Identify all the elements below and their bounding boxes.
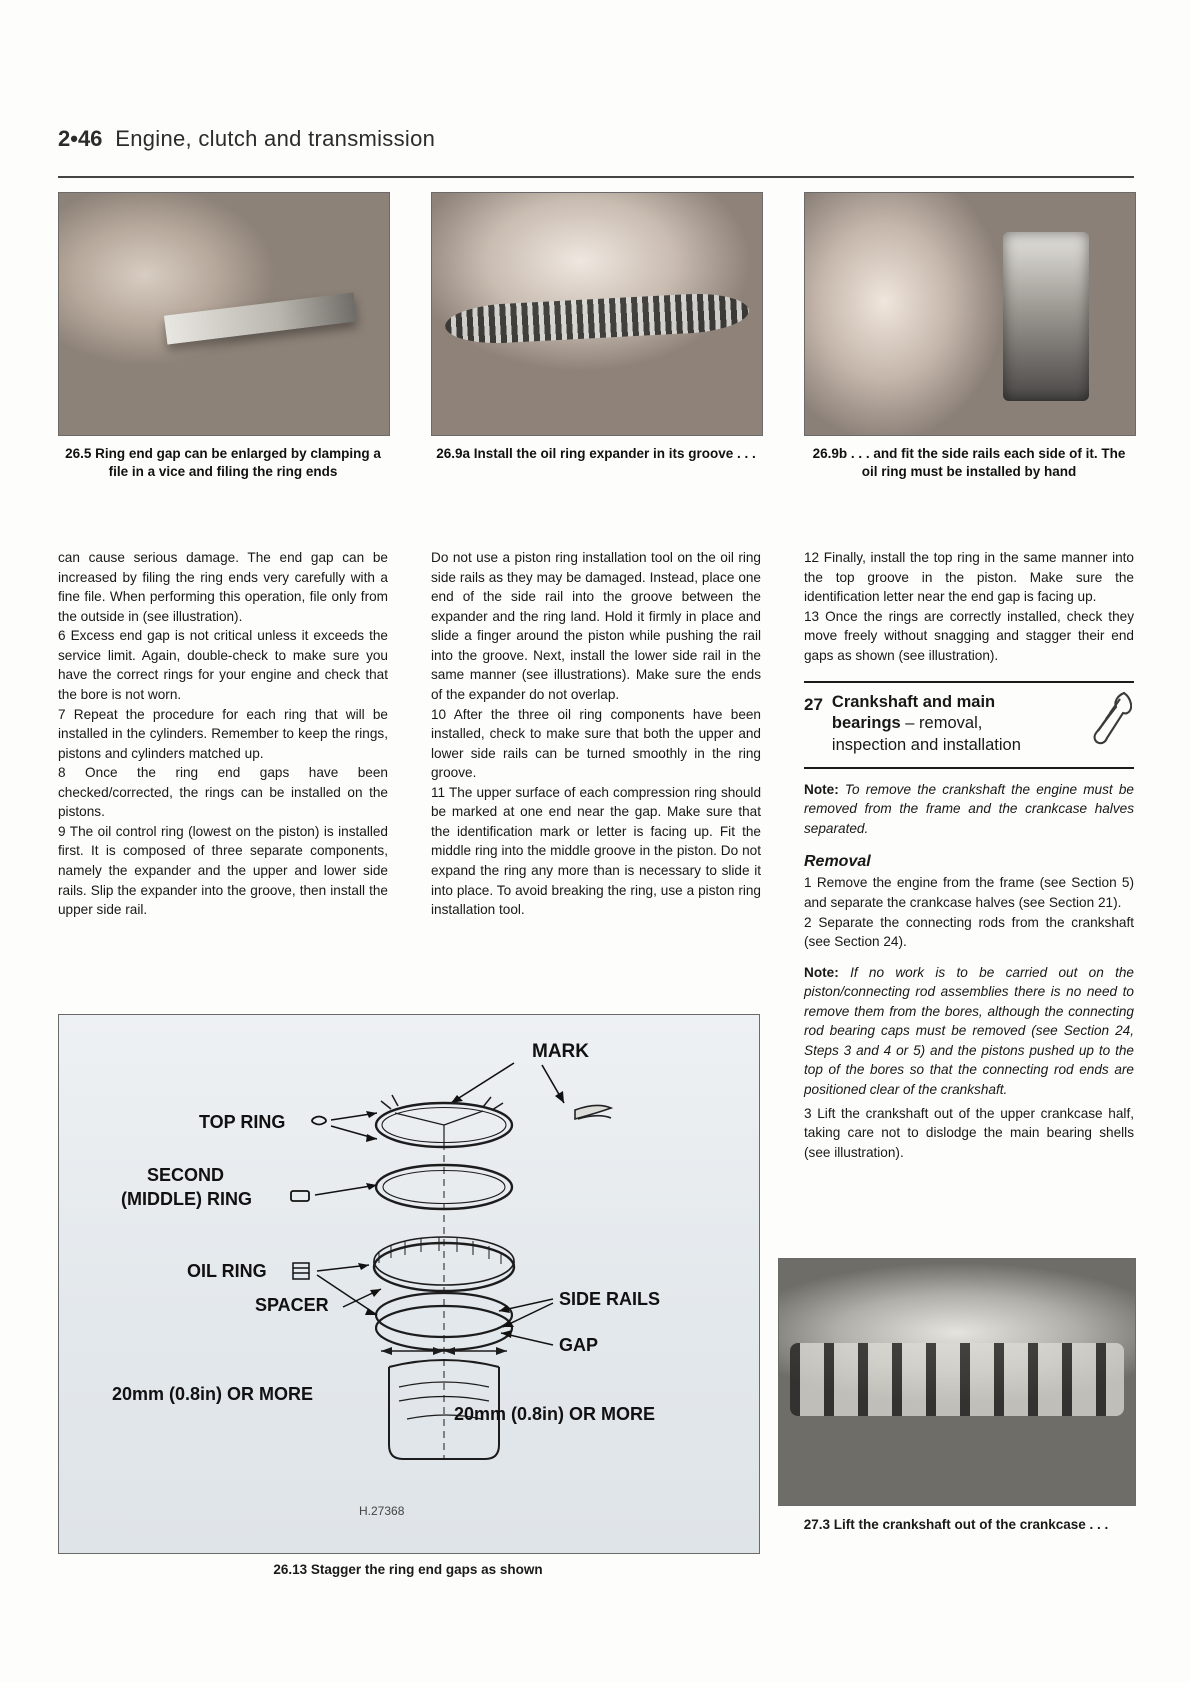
subheading-removal: Removal [804,853,871,871]
column-right [804,548,1134,1162]
paragraph: 10 After the three oil ring components have been installed, check to make sure that both the upper and lower side rails can be turned smoothly in the ring groove. [431,706,761,781]
figure-caption-27-3: 27.3 Lift the crankshaft out of the crankcase . . . [803,1517,1109,1532]
label-second-ring-2: (MIDDLE) RING [121,1189,252,1209]
section-title-line2: bearings [831,714,901,733]
paragraph: 3 Lift the crankshaft out of the upper crankcase half, taking care not to dislodge the main bearing shells (see illustration). [804,1105,1134,1160]
label-top-ring: TOP RING [199,1112,286,1132]
label-second-ring-1: SECOND [147,1165,225,1185]
figure-26-5 [58,192,388,481]
figure-row-top [58,192,1134,481]
label-spacer: SPACER [255,1295,329,1315]
label-artwork-code: H.27368 [359,1504,405,1518]
note-label: Note: [804,781,839,797]
label-dim-left: 20mm (0.8in) OR MORE [112,1384,314,1404]
figure-caption: 26.9a Install the oil ring expander in its groove . . . [436,446,756,461]
label-oil-ring: OIL RING [187,1261,267,1281]
paragraph: 12 Finally, install the top ring in the same manner into the top groove in the piston. Make sure the identification letter near the end gap is facing up. [804,550,1134,605]
section-title-line2-rest: – removal, [900,714,983,733]
section-note-1 [804,780,1134,839]
paragraph: 8 Once the ring end gaps have been checked/corrected, the rings can be installed on the pistons. [58,765,388,820]
section-title-line1: Crankshaft and main [831,693,996,712]
photo-oil-ring-expander [431,192,763,436]
paragraph: 6 Excess end gap is not critical unless it exceeds the service limit. Again, double-check to make sure you have the correct rings for your engine and check that the bore is not worn. [58,628,388,702]
page-header [58,126,1138,152]
section-number: 27 [804,695,823,715]
paragraph: 11 The upper surface of each compression ring should be marked at one end near the gap. Make sure that the identification mark or letter is facing up. Fit the middle ring into the middle groove in the piston. Do not expand the ring any more than is necessary to slide it into place. To avoid breaking the ring, use a piston ring installation tool. [431,784,761,918]
paragraph: 9 The oil control ring (lowest on the piston) is installed first. It is composed of three separate components, namely the expander and the upper and lower side rails. Slip the expander into the groove, then install the upper side rail. [58,823,388,918]
figure-caption: 26.5 Ring end gap can be enlarged by clamping a file in a vice and filing the ring ends [65,446,381,479]
chapter-title: Engine, clutch and transmission [115,126,436,151]
section-title-line3: inspection and installation [831,735,1021,754]
photo-side-rails-fitting [804,192,1136,436]
label-gap: GAP [559,1335,599,1355]
photo-ring-end-gap-filing [58,192,390,436]
section-heading-27 [804,681,1134,768]
note-label: Note: [804,964,839,980]
note-text: To remove the crankshaft the engine must be removed from the frame and the crankcase halves separated. [804,781,1134,836]
header-divider [58,176,1134,178]
page-number: 2•46 [58,126,103,151]
figure-caption: 26.9b . . . and fit the side rails each side of it. The oil ring must be installed by hand [812,446,1126,479]
figure-26-9a [431,192,761,481]
photo-crankshaft-removal [778,1258,1136,1506]
paragraph: can cause serious damage. The end gap can be increased by filing the ring ends very carefully with a fine file. When performing this operation, file only from the outside in (see illustration). [58,550,388,624]
paragraph: Do not use a piston ring installation tool on the oil ring side rails as they may be damaged. Instead, place one end of the side rail into the groove between the expander and the ring land. Hold it firmly in place and slide a finger around the piston while pushing the rail into the groove. Next, install the lower side rail in the same manner (see illustrations). Make sure the ends of the expander do not overlap. [431,550,761,702]
spanner-icon [1086,689,1132,747]
diagram-caption: 26.13 Stagger the ring end gaps as shown [273,1562,543,1577]
paragraph: 1 Remove the engine from the frame (see Section 5) and separate the crankcase halves (see Section 21). [804,875,1134,910]
figure-26-9b [804,192,1134,481]
paragraph: 13 Once the rings are correctly installed, check they move freely without snagging and stagger their end gaps as shown (see illustration). [804,608,1134,663]
label-mark: MARK [532,1041,589,1062]
section-title [832,692,1021,755]
section-note-2 [804,963,1134,1100]
label-side-rails: SIDE RAILS [559,1289,661,1309]
paragraph: 7 Repeat the procedure for each ring that will be installed in the cylinders. Remember to keep the rings, pistons and cylinders matched up. [58,706,388,761]
ring-stagger-diagram [59,1015,759,1553]
note-text: If no work is to be carried out on the piston/connecting rod assemblies there is no need to remove them from the bores, although the connecting rod bearing caps must be removed (see Section 24, Steps 3 and 4 or 5) and the pistons pushed up to the top of the bores so that the connecting rod ends are positioned clear of the crankshaft. [804,964,1134,1098]
figure-26-13-diagram [58,1014,760,1554]
label-dim-right: 20mm (0.8in) OR MORE [454,1404,656,1424]
paragraph: 2 Separate the connecting rods from the crankshaft (see Section 24). [804,914,1134,950]
